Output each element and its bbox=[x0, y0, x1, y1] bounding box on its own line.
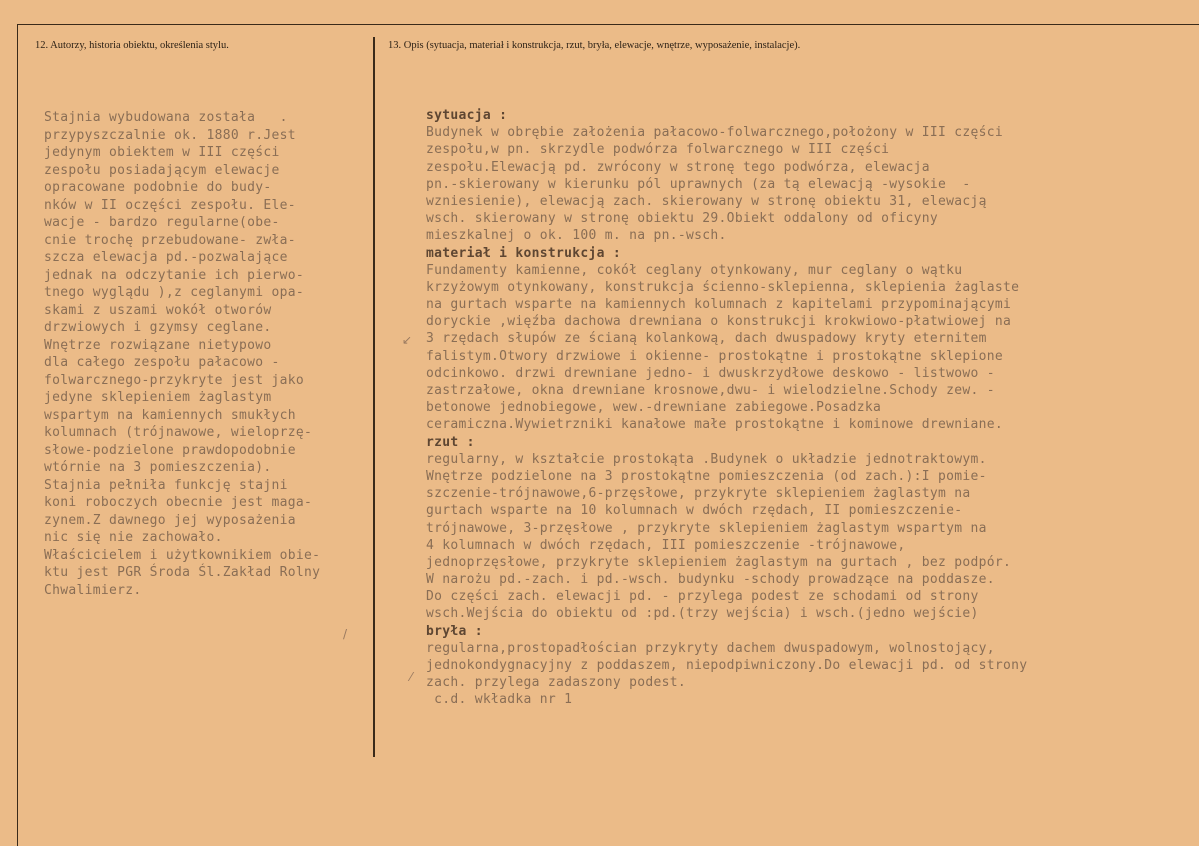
text-line: Wnętrze podzielone na 3 prostokątne pomieszczenia (od zach.):I pomie- bbox=[426, 468, 987, 484]
text-line: gurtach wsparte na 10 kolumnach w dwóch rzędach, II pomieszczenie- bbox=[426, 503, 963, 519]
left-border bbox=[17, 24, 18, 846]
text-line: jednoprzęsłowe, przykryte sklepieniem żaglastym na gurtach , bez podpór. bbox=[426, 554, 1012, 570]
header-left: 12. Autorzy, historia obiektu, określenia stylu. bbox=[35, 40, 229, 51]
section-heading: sytuacja : bbox=[426, 108, 508, 123]
text-line: kolumnach (trójnawowe, wieloprzę- bbox=[44, 425, 313, 440]
text-line: folwarcznego-przykryte jest jako bbox=[44, 372, 305, 388]
text-line: na gurtach wsparte na kamiennych kolumnach z kapitelami przypominającymi bbox=[426, 297, 1012, 313]
text-line: wtórnie na 3 pomieszczenia). bbox=[44, 460, 272, 475]
text-line: jedyne sklepieniem żaglastym bbox=[44, 390, 272, 405]
text-line: zespołu.Elewacją pd. zwrócony w stronę tego podwórza, elewacja bbox=[426, 159, 930, 175]
text-line: zespołu posiadającym elewacje bbox=[44, 162, 280, 178]
text-line: 3 rzędach słupów ze ścianą kolankową, dach dwuspadowy kryty eternitem bbox=[426, 331, 987, 347]
text-line: Stajnia wybudowana została . bbox=[44, 110, 288, 125]
text-line: tnego wyglądu ),z ceglanymi opa- bbox=[44, 285, 305, 300]
text-line: opracowane podobnie do budy- bbox=[44, 180, 272, 195]
text-line: dla całego zespołu pałacowo - bbox=[44, 355, 280, 370]
text-line: wacje - bardzo regularne(obe- bbox=[44, 215, 280, 230]
text-line: Wnętrze rozwiązane nietypowo bbox=[44, 337, 272, 353]
margin-mark: ⁄ bbox=[410, 670, 413, 684]
text-line: drzwiowych i gzymsy ceglane. bbox=[44, 320, 272, 335]
header-right: 13. Opis (sytuacja, materiał i konstrukcja, rzut, bryła, elewacje, wnętrze, wyposażenie, instalacje). bbox=[388, 40, 801, 51]
text-line: jedynym obiektem w III części bbox=[44, 145, 280, 160]
text-line: Fundamenty kamienne, cokół ceglany otynkowany, mur ceglany o wątku bbox=[426, 262, 963, 278]
text-line: słowe-podzielone prawdopodobnie bbox=[44, 442, 296, 458]
text-line: wspartym na kamiennych smukłych bbox=[44, 407, 296, 423]
margin-mark: / bbox=[343, 627, 348, 641]
text-line: Do części zach. elewacji pd. - przylega podest ze schodami od strony bbox=[426, 589, 979, 605]
text-line: szcza elewacja pd.-pozwalające bbox=[44, 250, 288, 265]
text-line: odcinkowo. drzwi drewniane jedno- i dwuskrzydłowe deskowo - listwowo - bbox=[426, 365, 995, 381]
section-heading: bryła : bbox=[426, 623, 483, 639]
text-line: mieszkalnej o ok. 100 m. na pn.-wsch. bbox=[426, 228, 727, 244]
text-line: wsch.Wejścia do obiektu od :pd.(trzy wejścia) i wsch.(jedno wejście) bbox=[426, 606, 979, 622]
text-line: pn.-skierowany w kierunku pól uprawnych (za tą elewacją -wysokie - bbox=[426, 176, 971, 192]
section-heading: rzut : bbox=[426, 434, 475, 450]
text-line: koni roboczych obecnie jest maga- bbox=[44, 495, 313, 510]
text-line: W narożu pd.-zach. i pd.-wsch. budynku -schody prowadzące na poddasze. bbox=[426, 572, 995, 588]
text-line: doryckie ,więźba dachowa drewniana o konstrukcji krokwiowo-płatwiowej na bbox=[426, 314, 1012, 330]
text-line: zastrzałowe, okna drewniane krosnowe,dwu- i wielodzielne.Schody zew. - bbox=[426, 383, 995, 398]
text-line: jednak na odczytanie ich pierwo- bbox=[44, 267, 305, 283]
text-line: wzniesienie), elewacją zach. skierowany w stronę obiektu 31, elewacją bbox=[426, 193, 987, 209]
text-line: regularna,prostopadłościan przykryty dachem dwuspadowym, wolnostojący, bbox=[426, 640, 995, 656]
text-line: 4 kolumnach w dwóch rzędach, III pomieszczenie -trójnawowe, bbox=[426, 537, 906, 553]
text-line: jednokondygnacyjny z poddaszem, niepodpiwniczony.Do elewacji pd. od strony bbox=[426, 658, 1028, 673]
text-line: zynem.Z dawnego jej wyposażenia bbox=[44, 512, 296, 528]
text-line: nic się nie zachowało. bbox=[44, 530, 223, 545]
text-line: trójnawowe, 3-przęsłowe , przykryte sklepieniem żaglastym wspartym na bbox=[426, 520, 987, 536]
text-line: krzyżowym otynkowany, konstrukcja ścienno-sklepienna, sklepienia żaglaste bbox=[426, 279, 1020, 295]
left-column-text bbox=[44, 109, 320, 599]
text-line: nków w II oczęści zespołu. Ele- bbox=[44, 197, 296, 213]
text-line: ceramiczna.Wywietrzniki kanałowe małe prostokątne i kominowe drewniane. bbox=[426, 417, 1003, 433]
text-line: Budynek w obrębie założenia pałacowo-folwarcznego,położony w III części bbox=[426, 125, 1003, 141]
text-line: regularny, w kształcie prostokąta .Budynek o układzie jednotraktowym. bbox=[426, 451, 987, 467]
text-line: ktu jest PGR Środa Śl.Zakład Rolny bbox=[44, 565, 321, 580]
text-line: szczenie-trójnawowe,6-przęsłowe, przykryte sklepieniem żaglastym na bbox=[426, 486, 971, 502]
text-line: skami z uszami wokół otworów bbox=[44, 302, 272, 318]
text-line: przypyszczalnie ok. 1880 r.Jest bbox=[44, 127, 296, 143]
text-line: wsch. skierowany w stronę obiektu 29.Obiekt oddalony od oficyny bbox=[426, 211, 938, 227]
right-column-text bbox=[426, 107, 1027, 709]
text-line: cnie trochę przebudowane- zwła- bbox=[44, 232, 296, 248]
text-line: Stajnia pełniła funkcję stajni bbox=[44, 477, 288, 493]
text-line: c.d. wkładka nr 1 bbox=[426, 692, 573, 708]
text-line: Właścicielem i użytkownikiem obie- bbox=[44, 547, 321, 563]
text-line: falistym.Otwory drzwiowe i okienne- prostokątne i prostokątne sklepione bbox=[426, 348, 1003, 364]
text-line: Chwalimierz. bbox=[44, 582, 142, 598]
text-line: zespołu,w pn. skrzydle podwórza folwarcznego w III części bbox=[426, 142, 890, 158]
text-line: betonowe jednobiegowe, wew.-drewniane zabiegowe.Posadzka bbox=[426, 400, 882, 416]
margin-mark: ↙ bbox=[402, 333, 413, 347]
top-border bbox=[17, 24, 1199, 25]
column-divider bbox=[373, 37, 375, 757]
section-heading: materiał i konstrukcja : bbox=[426, 245, 622, 261]
text-line: zach. przylega zadaszony podest. bbox=[426, 675, 687, 691]
